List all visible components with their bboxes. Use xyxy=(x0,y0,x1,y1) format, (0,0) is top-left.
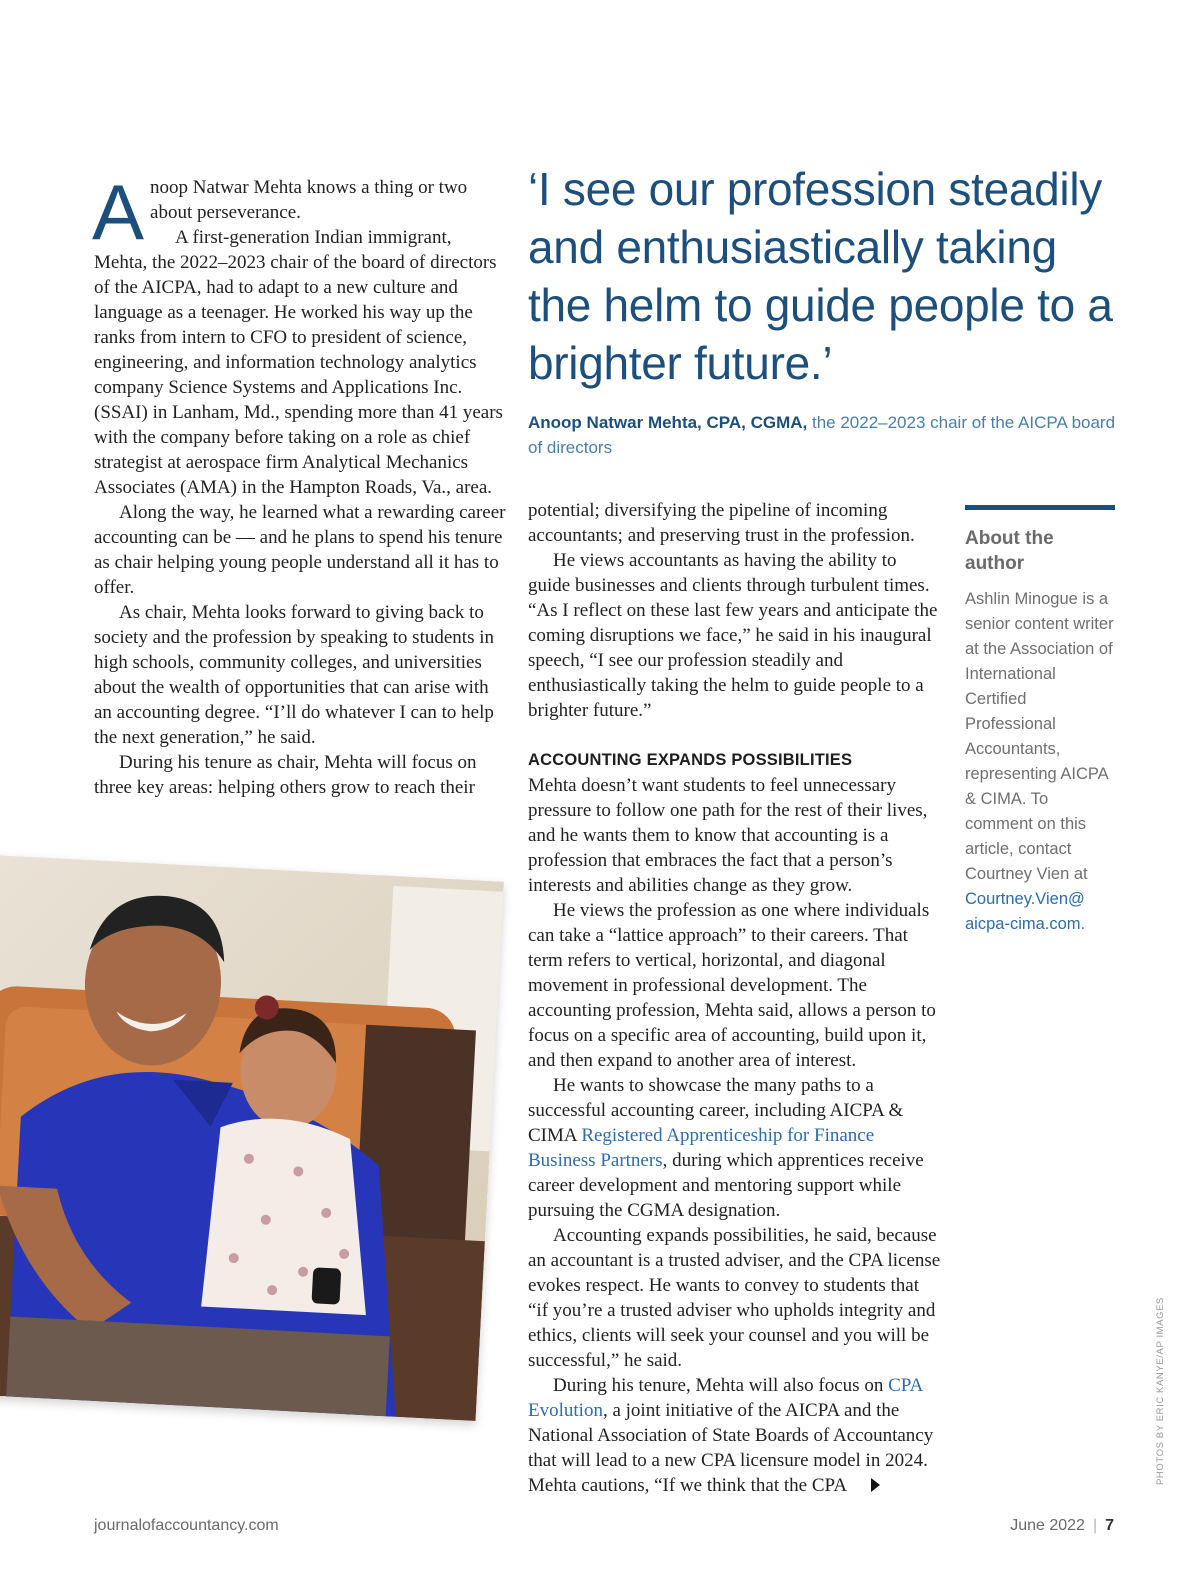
about-text: Ashlin Minogue is a senior content writer at the Association of International Certified Professional Accountants, representing AICPA & CIMA. To comment on this article, contact Courtney Vien at xyxy=(965,590,1114,883)
intro-text: noop Natwar Mehta knows a thing or two about perseverance. xyxy=(150,177,468,223)
cpa-evolution-link[interactable]: CPA Evolution xyxy=(528,1375,923,1421)
intro-paragraph xyxy=(92,168,509,256)
apprenticeship-link[interactable]: Registered Apprenticeship for Finance Business Partners xyxy=(528,1125,875,1171)
footer-issue: June 2022 xyxy=(1010,1517,1085,1534)
paragraph-lattice: He views the profession as one where individuals can take a “lattice approach” to their careers. That term refers to vertical, horizontal, and diagonal movement in professional development. The accounting profession, Mehta said, allows a person to focus on a specific area of accounting, build upon it, and then expand to another area of interest. xyxy=(528,900,936,1071)
footer-issue-info xyxy=(1010,1517,1114,1535)
pull-quote-attribution xyxy=(528,410,1128,460)
photo-illustration xyxy=(0,855,504,1421)
photo-credit: PHOTOS BY ERIC KANYE/AP IMAGES xyxy=(1155,1297,1166,1485)
evolution-text: During his tenure, Mehta will also focus on xyxy=(553,1375,889,1396)
paragraph-background: A first-generation Indian immigrant, Mehta, the 2022–2023 chair of the board of directors of the AICPA, had to adapt to a new culture and language as a teenager. He worked his way up the ranks from intern to CFO to president of science, engineering, and information technology analytics company Science Systems and Applications Inc. (SSAI) in Lanham, Md., spending more than 41 years with the company before taking on a role as chief strategist at aerospace firm Analytical Mechanics Associates (AMA) in the Hampton Roads, Va., area. xyxy=(94,227,503,498)
paragraph-giving-back: As chair, Mehta looks forward to giving back to society and the profession by speaking to students in high schools, community colleges, and universities about the wealth of opportunities that can arise with an accounting degree. “I’ll do whatever I can to help the next generation,” he said. xyxy=(94,602,494,748)
paragraph-rewarding-career: Along the way, he learned what a rewarding career accounting can be — and he plans to spend his tenure as chair helping young people understand all it has to offer. xyxy=(94,502,506,598)
footer-page-number: 7 xyxy=(1105,1517,1114,1534)
about-author-box xyxy=(965,505,1115,937)
article-left-column xyxy=(92,168,509,800)
paragraph-trusted-adviser: Accounting expands possibilities, he said, because an accountant is a trusted adviser, and the CPA license evokes respect. He wants to convey to students that “if you’re a trusted adviser who upholds integrity and ethics, clients will seek your counsel and you will be successful,” he said. xyxy=(528,1225,941,1371)
evolution-text-end: , a joint initiative of the AICPA and the National Association of State Boards of Accountancy that will lead to a new CPA licensure model in 2024. Mehta cautions, “If we think that the CPA xyxy=(528,1400,934,1496)
pull-quote: ‘I see our profession steadily and enthusiastically taking the helm to guide people to a brighter future.’ xyxy=(528,163,1113,389)
about-title: About the author xyxy=(965,528,1054,574)
footer-site-url[interactable]: journalofaccountancy.com xyxy=(94,1517,279,1534)
paths-text: He wants to showcase the many paths to a successful accounting career, including AICPA & CIMA xyxy=(528,1075,904,1146)
paragraph-inaugural-speech: He views accountants as having the ability to guide businesses and clients through turbulent times. “As I reflect on these last few years and anticipate the coming disruptions we face,” he said in his inaugural speech, “I see our profession steadily and enthusiastically taking the helm to guide people to a brighter future.” xyxy=(528,550,938,721)
about-end: . xyxy=(1080,915,1086,933)
attribution-role: the 2022–2023 chair of the AICPA board of directors xyxy=(528,413,1116,457)
author-contact-link[interactable]: Courtney.Vien@ aicpa-cima.com xyxy=(965,890,1085,933)
paragraph-pressure: Mehta doesn’t want students to feel unnecessary pressure to follow one path for the rest of their lives, and he wants them to know that accounting is a profession that embraces the fact that a person’s interests and abilities change as they grow. xyxy=(528,775,928,896)
paragraph-focus-areas: During his tenure as chair, Mehta will focus on three key areas: helping others grow to reach their xyxy=(94,752,477,798)
about-divider xyxy=(965,505,1115,510)
paths-text-end: , during which apprentices receive career development and mentoring support while pursuing the CGMA designation. xyxy=(528,1150,924,1221)
article-middle-column xyxy=(528,498,943,1498)
attribution-name: Anoop Natwar Mehta, CPA, CGMA, xyxy=(528,413,808,432)
footer-separator: | xyxy=(1092,1517,1098,1534)
paragraph-cpa-evolution xyxy=(528,1373,943,1498)
about-body xyxy=(965,587,1115,937)
continue-arrow-icon[interactable] xyxy=(871,1478,880,1492)
section-heading: ACCOUNTING EXPANDS POSSIBILITIES xyxy=(528,751,853,769)
paragraph-potential: potential; diversifying the pipeline of incoming accountants; and preserving trust in the profession. xyxy=(528,500,915,546)
drop-cap: A xyxy=(92,168,145,256)
article-photo xyxy=(0,855,504,1421)
paragraph-paths xyxy=(528,1073,943,1223)
